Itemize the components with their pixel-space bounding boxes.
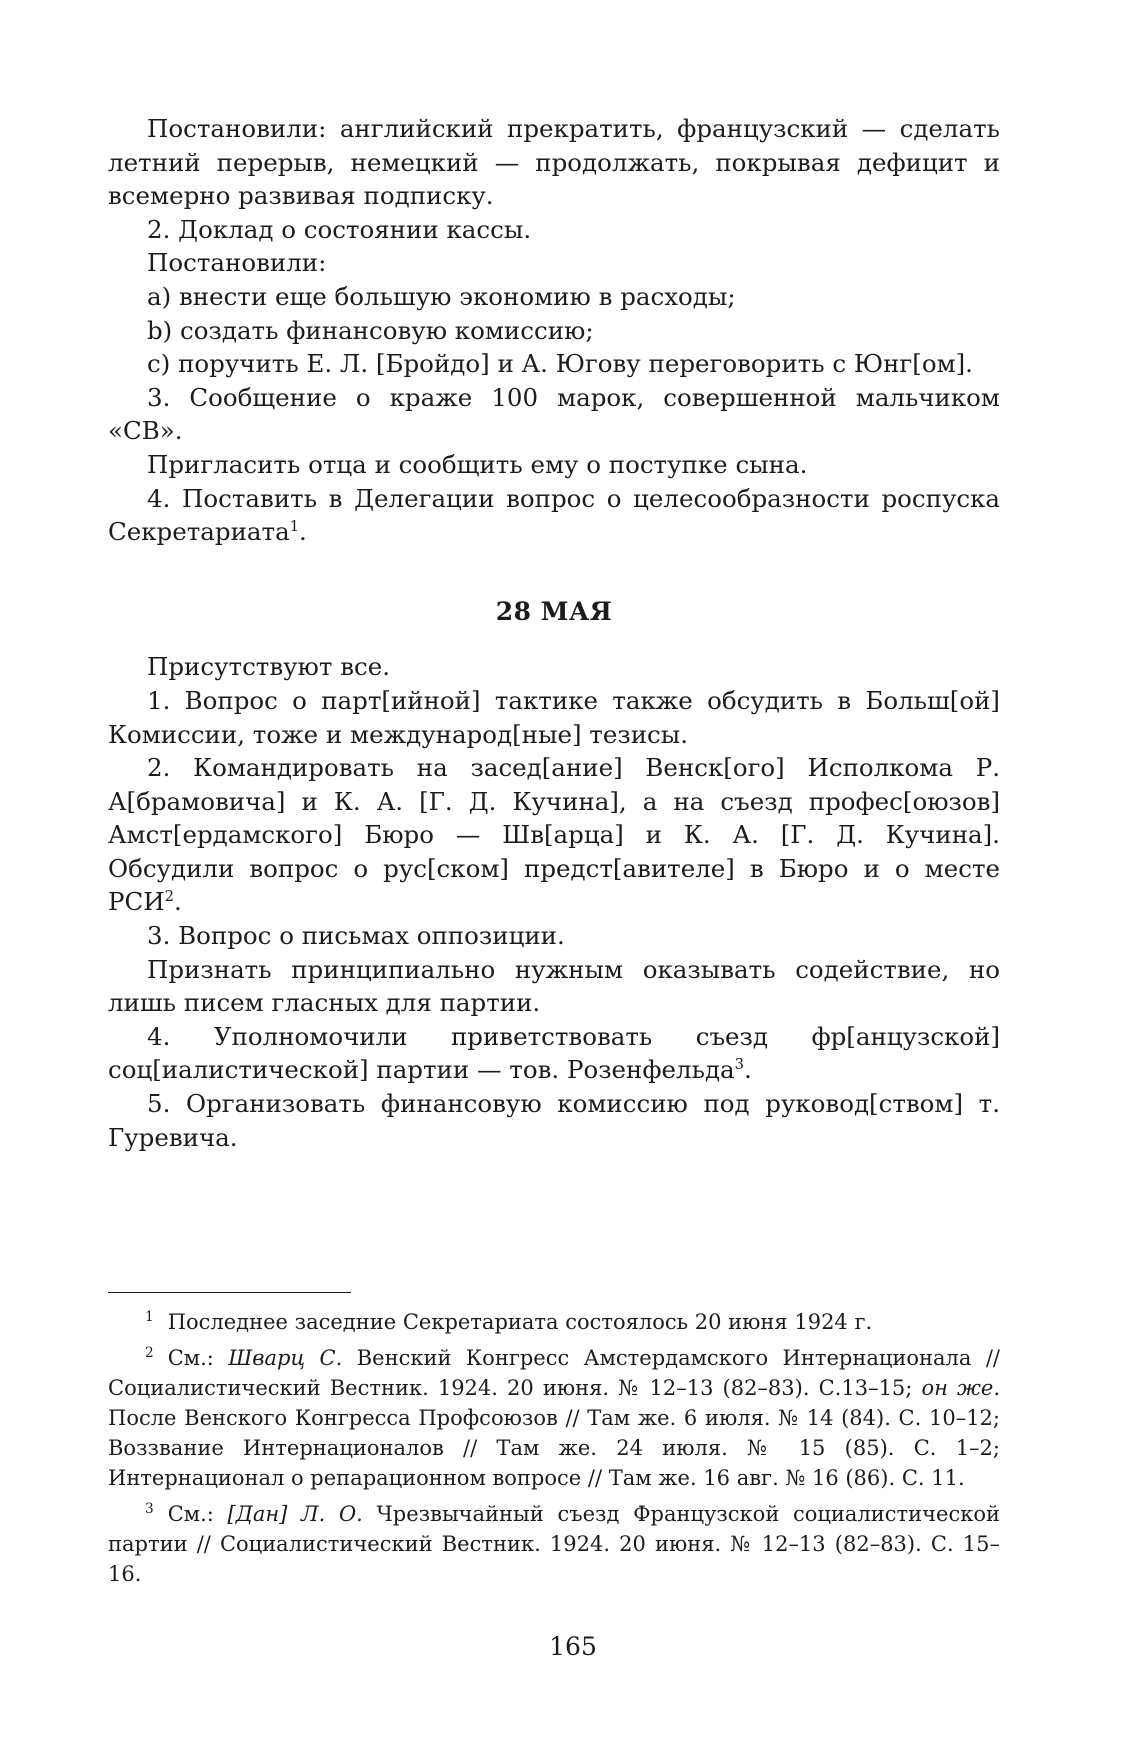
paragraph: b) создать финансовую комиссию; (147, 315, 594, 345)
footnote-number: 2 (145, 1345, 154, 1361)
footnote-text: Чрезвычайный съезд Французской социалистической партии // Социалистический Вестник. 1924. 20 июня. № 12–13 (82–83). С. 15–16. (108, 1502, 1000, 1586)
section-heading: 28 МАЯ (495, 596, 613, 626)
paragraph-text: 4. Поставить в Делегации вопрос о целесообразности роспуска Секретариата (108, 483, 1000, 547)
footnote-author: он же. (921, 1376, 1001, 1400)
paragraph: Пригласить отца и сообщить ему о поступке сына. (147, 449, 808, 479)
footnote-text: Венский Конгресс Амстердамского Интернационала // Социалистический Вестник. 1924. 20 июня. № 12–13 (82–83). С.13–15; (108, 1346, 1000, 1400)
footnote-number: 3 (145, 1501, 154, 1517)
footnote-text: См.: (167, 1502, 228, 1526)
footnote-ref[interactable]: 1 (289, 517, 300, 535)
paragraph: c) поручить Е. Л. [Бройдо] и А. Югову переговорить с Юнг[ом]. (147, 349, 973, 379)
paragraph: 2. Доклад о состоянии кассы. (147, 214, 532, 244)
main-text (108, 112, 1000, 1154)
footnote-divider (108, 1292, 351, 1293)
footnote-text: См.: (167, 1346, 229, 1370)
footnote-1 (108, 1307, 1000, 1337)
footnote-ref[interactable]: 2 (164, 888, 174, 906)
footnote-2 (108, 1343, 1000, 1493)
paragraph-end: . (744, 1055, 752, 1085)
paragraph: Присутствуют все. (147, 652, 391, 682)
paragraph-text: 4. Уполномочили приветствовать съезд фр[анцузской] соц[иалистической] партии — тов. Розенфельда (108, 1021, 1000, 1085)
paragraph: Постановили: (147, 248, 327, 278)
footnote-3 (108, 1499, 1000, 1589)
paragraph: 1. Вопрос о парт[ийной] тактике также обсудить в Больш[ой] Комиссии, тоже и международ[ные] тезисы. (108, 685, 1000, 749)
footnote-number: 1 (145, 1309, 154, 1325)
paragraph: Признать принципиально нужным оказывать содействие, но лишь писем гласных для партии. (108, 954, 1000, 1018)
page-number: 165 (549, 1632, 597, 1661)
paragraph-end: . (299, 517, 307, 547)
paragraph: 3. Сообщение о краже 100 марок, совершенной мальчиком «СВ». (108, 382, 1000, 446)
paragraph (108, 751, 1000, 919)
paragraph: 5. Организовать финансовую комиссию под руковод[ством] т. Гуревича. (108, 1089, 1000, 1152)
paragraph: a) внести еще большую экономию в расходы; (147, 281, 736, 311)
paragraph: 3. Вопрос о письмах оппозиции. (147, 921, 565, 951)
footnote-author: Шварц С. (228, 1346, 343, 1370)
paragraph (108, 482, 1000, 549)
paragraph-end: . (173, 887, 182, 917)
footnote-ref[interactable]: 3 (734, 1056, 745, 1074)
paragraph (108, 1020, 1000, 1087)
footnote-text: После Венского Конгресса Профсоюзов // Там же. 6 июля. № 14 (84). С. 10–12; Воззвание Интернационалов // Там же. 24 июля. № 15 (85). С. 1–2; Интернационал о репарационном вопросе // Там же. 16 авг. № 16 (86). С. 11. (108, 1406, 1000, 1490)
paragraph: Постановили: английский прекратить, французский — сделать летний перерыв, немецкий — продолжать, покрывая дефицит и всемерно развивая подписку. (108, 114, 1000, 211)
paragraph-text: 2. Командировать на засед[ание] Венск[ого] Исполкома Р. А[брамовича] и К. А. [Г. Д. Кучина], а на съезд профес[оюзов] Амст[ердамского] Бюро — Шв[арца] и К. А. [Г. Д. Кучина]. Обсудили вопрос о рус[ском] предст[авителе] в Бюро и о месте РСИ (108, 753, 1000, 917)
footnotes (108, 1292, 1000, 1595)
footnote-text: Последнее заседние Секретариата состоялось 20 июня 1924 г. (167, 1310, 873, 1334)
footnote-author: [Дан] Л. О. (227, 1502, 363, 1526)
